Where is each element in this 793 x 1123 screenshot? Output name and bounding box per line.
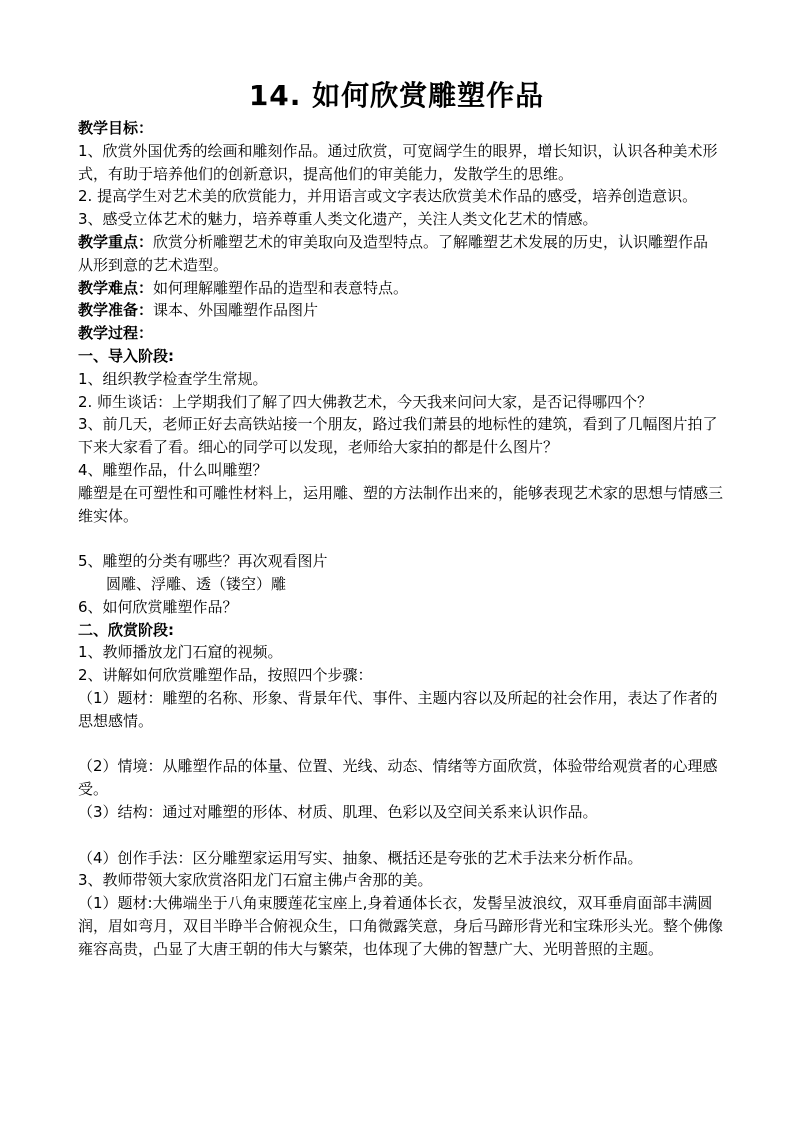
preparation-label: 教学准备： bbox=[78, 301, 154, 320]
section-1-item-2: 2. 师生谈话：上学期我们了解了四大佛教艺术，今天我来问问大家，是否记得哪四个？ bbox=[78, 392, 653, 411]
key-point-paragraph bbox=[78, 231, 723, 277]
section-1-item-1: 1、组织教学检查学生常规。 bbox=[78, 369, 268, 388]
section-2-heading: 二、欣赏阶段: bbox=[78, 620, 174, 639]
section-1-item-3: 3、前几天，老师正好去高铁站接一个朋友，路过我们萧县的地标性的建筑，看到了几幅图片拍了下来大家看了看。细心的同学可以发现，老师给大家拍的都是什么图片？ bbox=[78, 415, 718, 457]
document-title: 14. 如何欣赏雕塑作品 bbox=[248, 79, 545, 112]
step-technique: （4）创作手法：区分雕塑家运用写实、抽象、概括还是夸张的艺术手法来分析作品。 bbox=[78, 848, 643, 867]
step-structure: （3）结构：通过对雕塑的形体、材质、肌理、色彩以及空间关系来认识作品。 bbox=[78, 802, 598, 821]
goal-heading: 教学目标： bbox=[78, 119, 154, 137]
preparation-text: 课本、外国雕塑作品图片 bbox=[153, 301, 319, 320]
goal-item-3: 3、感受立体艺术的魅力，培养尊重人类文化遗产，关注人类文化艺术的情感。 bbox=[78, 210, 598, 229]
step-subject: （1）题材：雕塑的名称、形象、背景年代、事件、主题内容以及所起的社会作用，表达了作者的思想感情。 bbox=[78, 688, 718, 730]
document-body bbox=[78, 117, 723, 960]
blank-line bbox=[78, 733, 723, 756]
sculpture-definition: 雕塑是在可塑性和可雕性材料上，运用雕、塑的方法制作出来的，能够表现艺术家的思想与情感三维实体。 bbox=[78, 483, 724, 525]
section-2-item-3: 3、教师带领大家欣赏洛阳龙门石窟主佛卢舍那的美。 bbox=[78, 871, 433, 890]
preparation-paragraph bbox=[78, 299, 723, 322]
buddha-subject-description: （1）题材:大佛端坐于八角束腰莲花宝座上,身着通体长衣，发髻呈波浪纹，双耳垂肩面部丰满圆润，眉如弯月，双目半睁半合俯视众生，口角微露笑意，身后马蹄形背光和宝珠形头光。整个佛像雍容高贵，凸显了大唐王朝的伟大与繁荣，也体现了大佛的智慧广大、光明普照的主题。 bbox=[78, 894, 724, 958]
section-2-item-2: 2、讲解如何欣赏雕塑作品，按照四个步骤： bbox=[78, 666, 373, 685]
key-point-label: 教学重点： bbox=[78, 232, 154, 251]
difficulty-text: 如何理解雕塑作品的造型和表意特点。 bbox=[153, 278, 409, 297]
key-point-text: 欣赏分析雕塑艺术的审美取向及造型特点。了解雕塑艺术发展的历史，认识雕塑作品从形到意的艺术造型。 bbox=[78, 232, 709, 274]
blank-line bbox=[78, 527, 723, 550]
section-1-item-6: 6、如何欣赏雕塑作品？ bbox=[78, 597, 238, 616]
step-context: （2）情境：从雕塑作品的体量、位置、光线、动态、情绪等方面欣赏，体验带给观赏者的心理感受。 bbox=[78, 757, 718, 799]
section-2-item-1: 1、教师播放龙门石窟的视频。 bbox=[78, 643, 283, 662]
section-1-item-4: 4、雕塑作品，什么叫雕塑？ bbox=[78, 460, 268, 479]
goal-item-2: 2. 提高学生对艺术美的欣赏能力，并用语言或文字表达欣赏美术作品的感受，培养创造意识。 bbox=[78, 187, 698, 206]
section-1-heading: 一、导入阶段: bbox=[78, 346, 174, 365]
difficulty-paragraph bbox=[78, 277, 723, 300]
blank-line bbox=[78, 824, 723, 847]
difficulty-label: 教学难点： bbox=[78, 278, 154, 297]
goal-item-1: 1、欣赏外国优秀的绘画和雕刻作品。通过欣赏，可宽阔学生的眼界，增长知识，认识各种美术形式，有助于培养他们的创新意识，提高他们的审美能力，发散学生的思维。 bbox=[78, 141, 718, 183]
process-heading: 教学过程： bbox=[78, 324, 154, 343]
section-1-item-5: 5、雕塑的分类有哪些？再次观看图片 bbox=[78, 552, 328, 571]
sculpture-types: 圆雕、浮雕、透（镂空）雕 bbox=[106, 574, 287, 593]
